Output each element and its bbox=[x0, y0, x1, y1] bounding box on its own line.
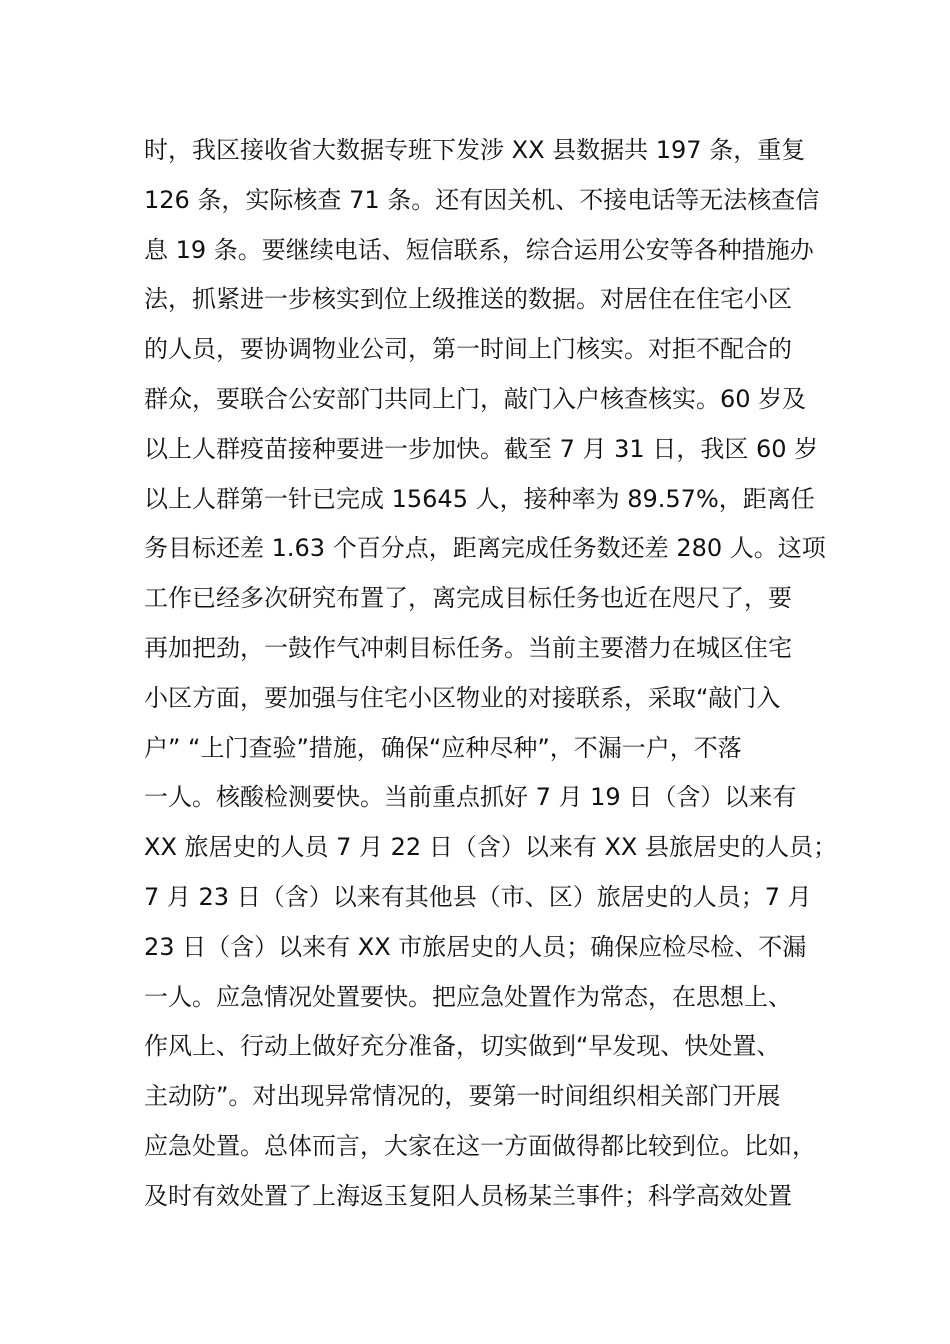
text-line: 作风上、行动上做好充分准备，切实做到“早发现、快处置、 bbox=[144, 1032, 781, 1061]
text-line: 及时有效处置了上海返玉复阳人员杨某兰事件；科学高效处置 bbox=[144, 1181, 792, 1210]
text-line: 务目标还差 1.63 个百分点，距离完成任务数还差 280 人。这项 bbox=[144, 534, 826, 563]
text-line: 主动防”。对出现异常情况的，要第一时间组织相关部门开展 bbox=[144, 1082, 781, 1111]
text-line: 再加把劲，一鼓作气冲刺目标任务。当前主要潜力在城区住宅 bbox=[144, 633, 792, 662]
text-line: 一人。应急情况处置要快。把应急处置作为常态，在思想上、 bbox=[144, 982, 792, 1011]
text-line: 的人员，要协调物业公司，第一时间上门核实。对拒不配合的 bbox=[144, 335, 792, 364]
text-line: 以上人群第一针已完成 15645 人，接种率为 89.57%，距离任 bbox=[144, 484, 815, 513]
text-line: 一人。核酸检测要快。当前重点抓好 7 月 19 日（含）以来有 bbox=[144, 783, 797, 812]
text-line: 126 条，实际核查 71 条。还有因关机、不接电话等无法核查信 bbox=[144, 185, 820, 214]
text-line: 工作已经多次研究布置了，离完成目标任务也近在咫尺了，要 bbox=[144, 584, 792, 613]
text-line: 以上人群疫苗接种要进一步加快。截至 7 月 31 日，我区 60 岁 bbox=[144, 434, 819, 463]
text-line: 7 月 23 日（含）以来有其他县（市、区）旅居史的人员；7 月 bbox=[144, 882, 812, 911]
text-line: 法，抓紧进一步核实到位上级推送的数据。对居住在住宅小区 bbox=[144, 285, 792, 314]
text-line: 户” “上门查验”措施，确保“应种尽种”，不漏一户，不落 bbox=[144, 733, 742, 762]
text-line: 小区方面，要加强与住宅小区物业的对接联系，采取“敲门入 bbox=[144, 683, 781, 712]
body-text bbox=[144, 126, 837, 1222]
text-line: 应急处置。总体而言，大家在这一方面做得都比较到位。比如， bbox=[144, 1131, 816, 1160]
text-line: XX 旅居史的人员 7 月 22 日（含）以来有 XX 县旅居史的人员； bbox=[144, 833, 837, 862]
text-line: 息 19 条。要继续电话、短信联系，综合运用公安等各种措施办 bbox=[144, 235, 814, 264]
text-line: 23 日（含）以来有 XX 市旅居史的人员；确保应检尽检、不漏 bbox=[144, 932, 807, 961]
text-line: 时，我区接收省大数据专班下发涉 XX 县数据共 197 条，重复 bbox=[144, 136, 806, 164]
text-line: 群众，要联合公安部门共同上门，敲门入户核查核实。60 岁及 bbox=[144, 384, 807, 413]
